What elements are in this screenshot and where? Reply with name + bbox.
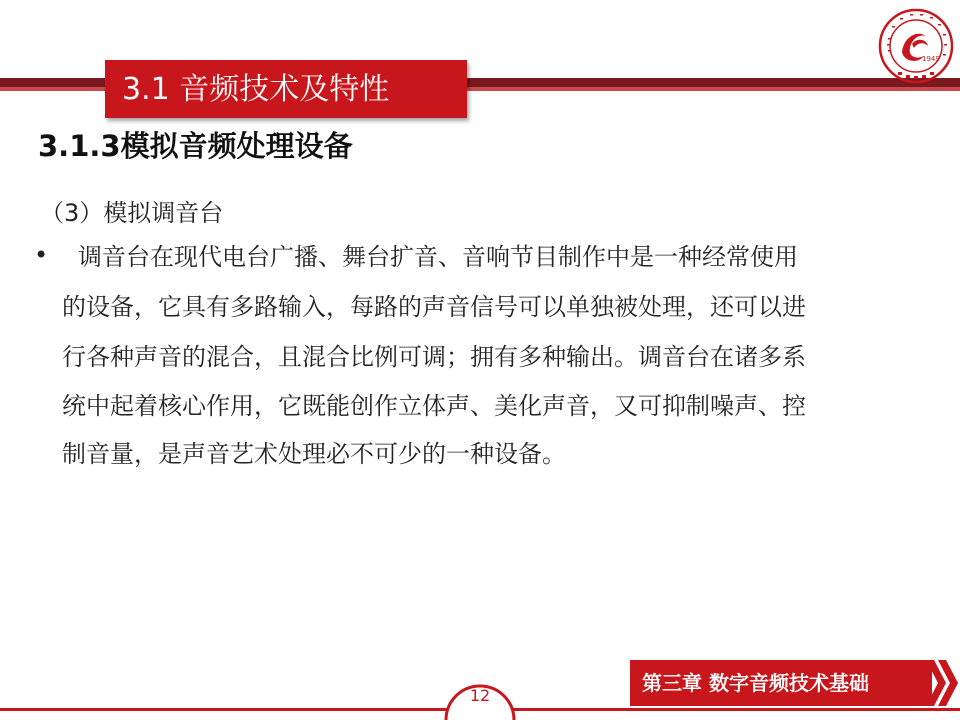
page-number: 12 — [469, 686, 491, 705]
body-text-line: 行各种声音的混合，且混合比例可调；拥有多种输出。调音台在诸多系 — [62, 343, 806, 371]
body-text-line: 制音量，是声音艺术处理必不可少的一种设备。 — [62, 440, 566, 468]
subsection-title: 3.1.3模拟音频处理设备 — [38, 129, 353, 163]
bullet-point: • — [34, 241, 49, 269]
sub-heading: （3）模拟调音台 — [40, 199, 224, 227]
body-text-line: 统中起着核心作用，它既能创作立体声、美化声音，又可抑制噪声、控 — [62, 392, 806, 420]
chapter-title: 第三章 数字音频技术基础 — [642, 671, 869, 695]
university-seal-icon — [878, 8, 954, 84]
section-title: 3.1 音频技术及特性 — [122, 72, 390, 107]
double-chevron-right-icon — [924, 658, 960, 708]
body-text-line: 的设备，它具有多路输入，每路的声音信号可以单独被处理，还可以进 — [62, 293, 806, 321]
body-text-line: 调音台在现代电台广播、舞台扩音、音响节目制作中是一种经常使用 — [78, 243, 798, 271]
logo-year: 1949 — [922, 55, 940, 63]
